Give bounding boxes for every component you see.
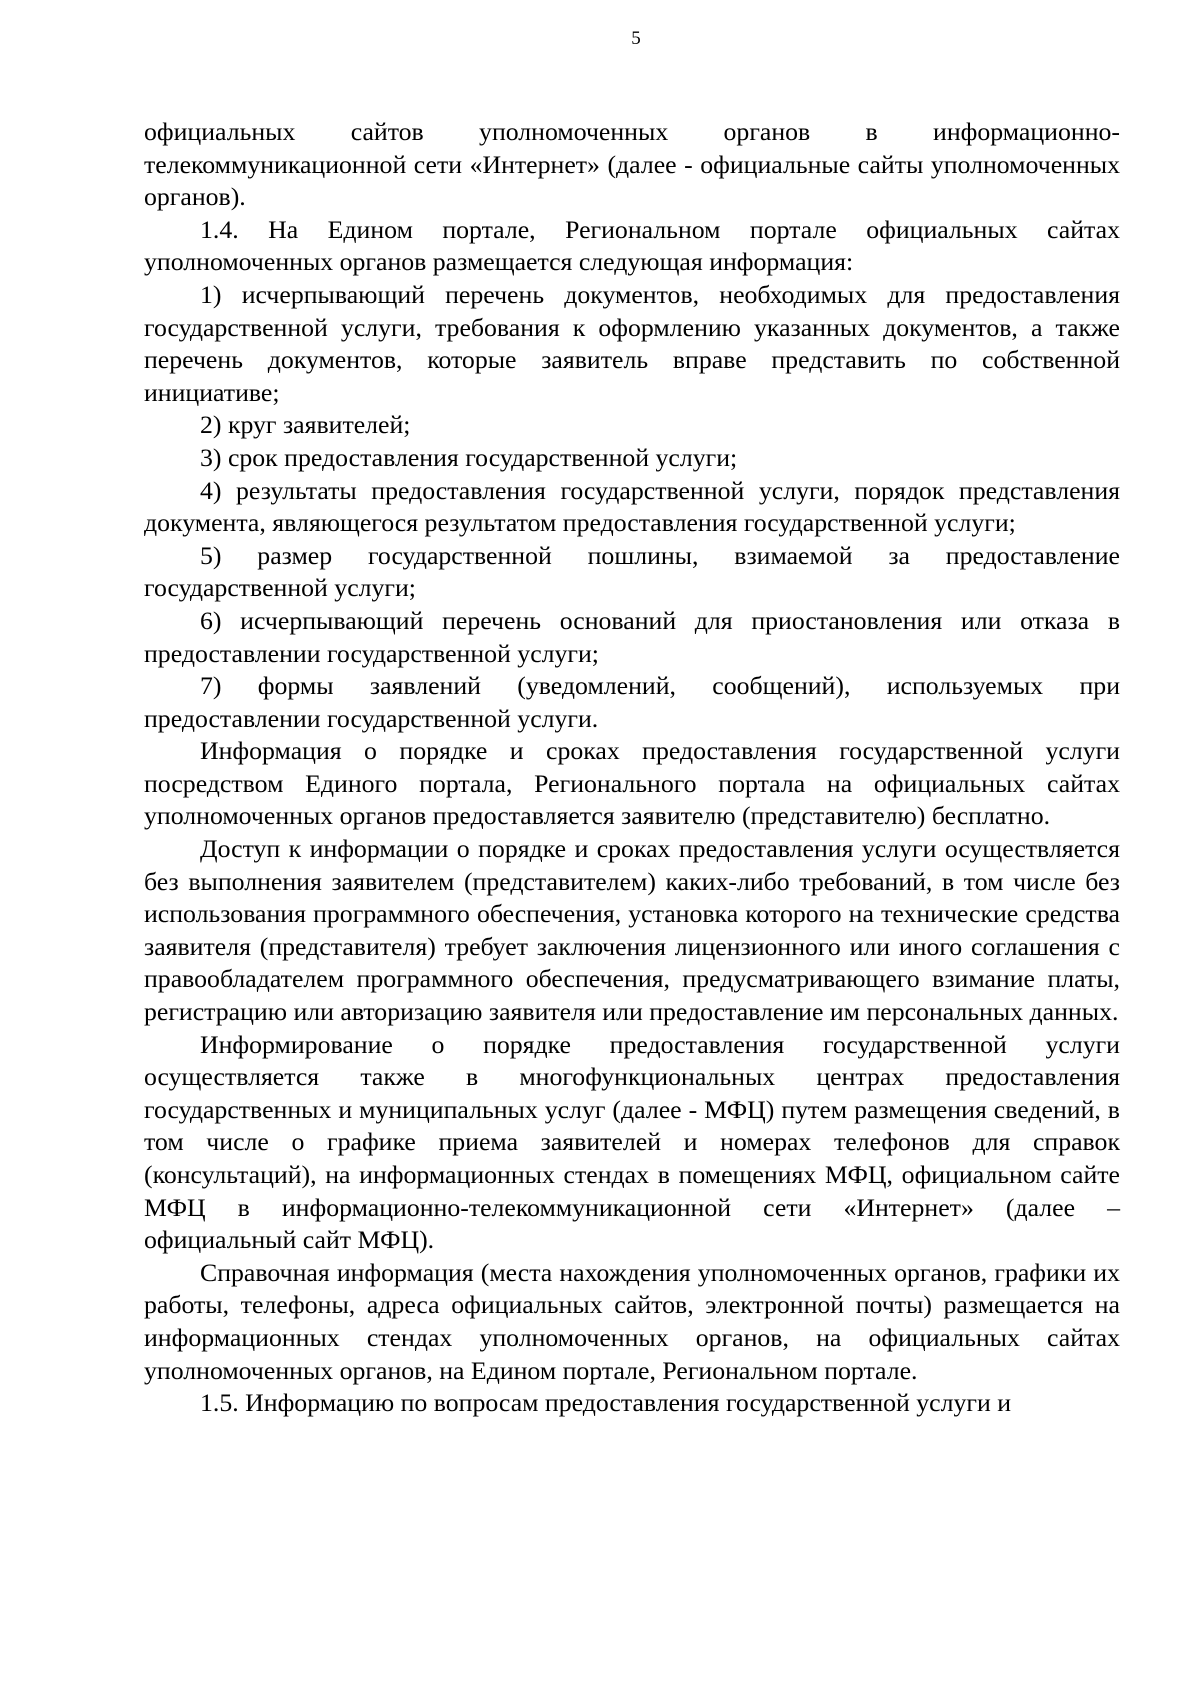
document-body <box>144 116 1120 1420</box>
paragraph-mfc: Информирование о порядке предоставления государственной услуги осуществляется также в многофункциональных центрах предоставления государственных и муниципальных услуг (далее - МФЦ) путем размещения сведений, в том числе о графике приема заявителей и номерах телефонов для справок (консультаций), на информационных стендах в помещениях МФЦ, официальном сайте МФЦ в информационно-телекоммуникационной сети «Интернет» (далее – официальный сайт МФЦ). <box>144 1029 1120 1255</box>
list-item-4: 4) результаты предоставления государственной услуги, порядок представления документа, являющегося результатом предоставления государственной услуги; <box>144 475 1120 538</box>
list-item-7: 7) формы заявлений (уведомлений, сообщений), используемых при предоставлении государственной услуги. <box>144 671 1120 733</box>
list-item-2: 2) круг заявителей; <box>200 410 411 440</box>
list-item-3: 3) срок предоставления государственной услуги; <box>200 442 738 472</box>
list-item-1: 1) исчерпывающий перечень документов, необходимых для предоставления государственной услуги, требования к оформлению указанных документов, а также перечень документов, которые заявитель вправе представить по собственной инициативе; <box>144 279 1120 407</box>
paragraph-free-info: Информация о порядке и сроках предоставления государственной услуги посредством Единого портала, Регионального портала на официальных сайтах уполномоченных органов предоставляется заявителю (представителю) бесплатно. <box>144 736 1120 831</box>
list-item-5: 5) размер государственной пошлины, взимаемой за предоставление государственной услуги; <box>144 540 1120 603</box>
list-item-6: 6) исчерпывающий перечень оснований для приостановления или отказа в предоставлении государственной услуги; <box>144 605 1120 668</box>
paragraph-1-5: 1.5. Информацию по вопросам предоставления государственной услуги и <box>200 1388 1012 1418</box>
page-number: 5 <box>631 28 641 49</box>
paragraph-access: Доступ к информации о порядке и сроках предоставления услуги осуществляется без выполнения заявителем (представителем) каких-либо требований, в том числе без использования программного обеспечения, установка которого на технические средства заявителя (представителя) требует заключения лицензионного или иного соглашения с правообладателем программного обеспечения, предусматривающего взимание платы, регистрацию или авторизацию заявителя или предоставление им персональных данных. <box>144 834 1120 1027</box>
paragraph-1-4: 1.4. На Едином портале, Региональном портале официальных сайтах уполномоченных органов размещается следующая информация: <box>144 214 1120 277</box>
paragraph-continuation: официальных сайтов уполномоченных органов в информационно-телекоммуникационной сети «Интернет» (далее - официальные сайты уполномоченных органов). <box>144 117 1120 212</box>
paragraph-reference-info: Справочная информация (места нахождения уполномоченных органов, графики их работы, телефоны, адреса официальных сайтов, электронной почты) размещается на информационных стендах уполномоченных органов, на официальных сайтах уполномоченных органов, на Едином портале, Региональном портале. <box>144 1257 1120 1385</box>
